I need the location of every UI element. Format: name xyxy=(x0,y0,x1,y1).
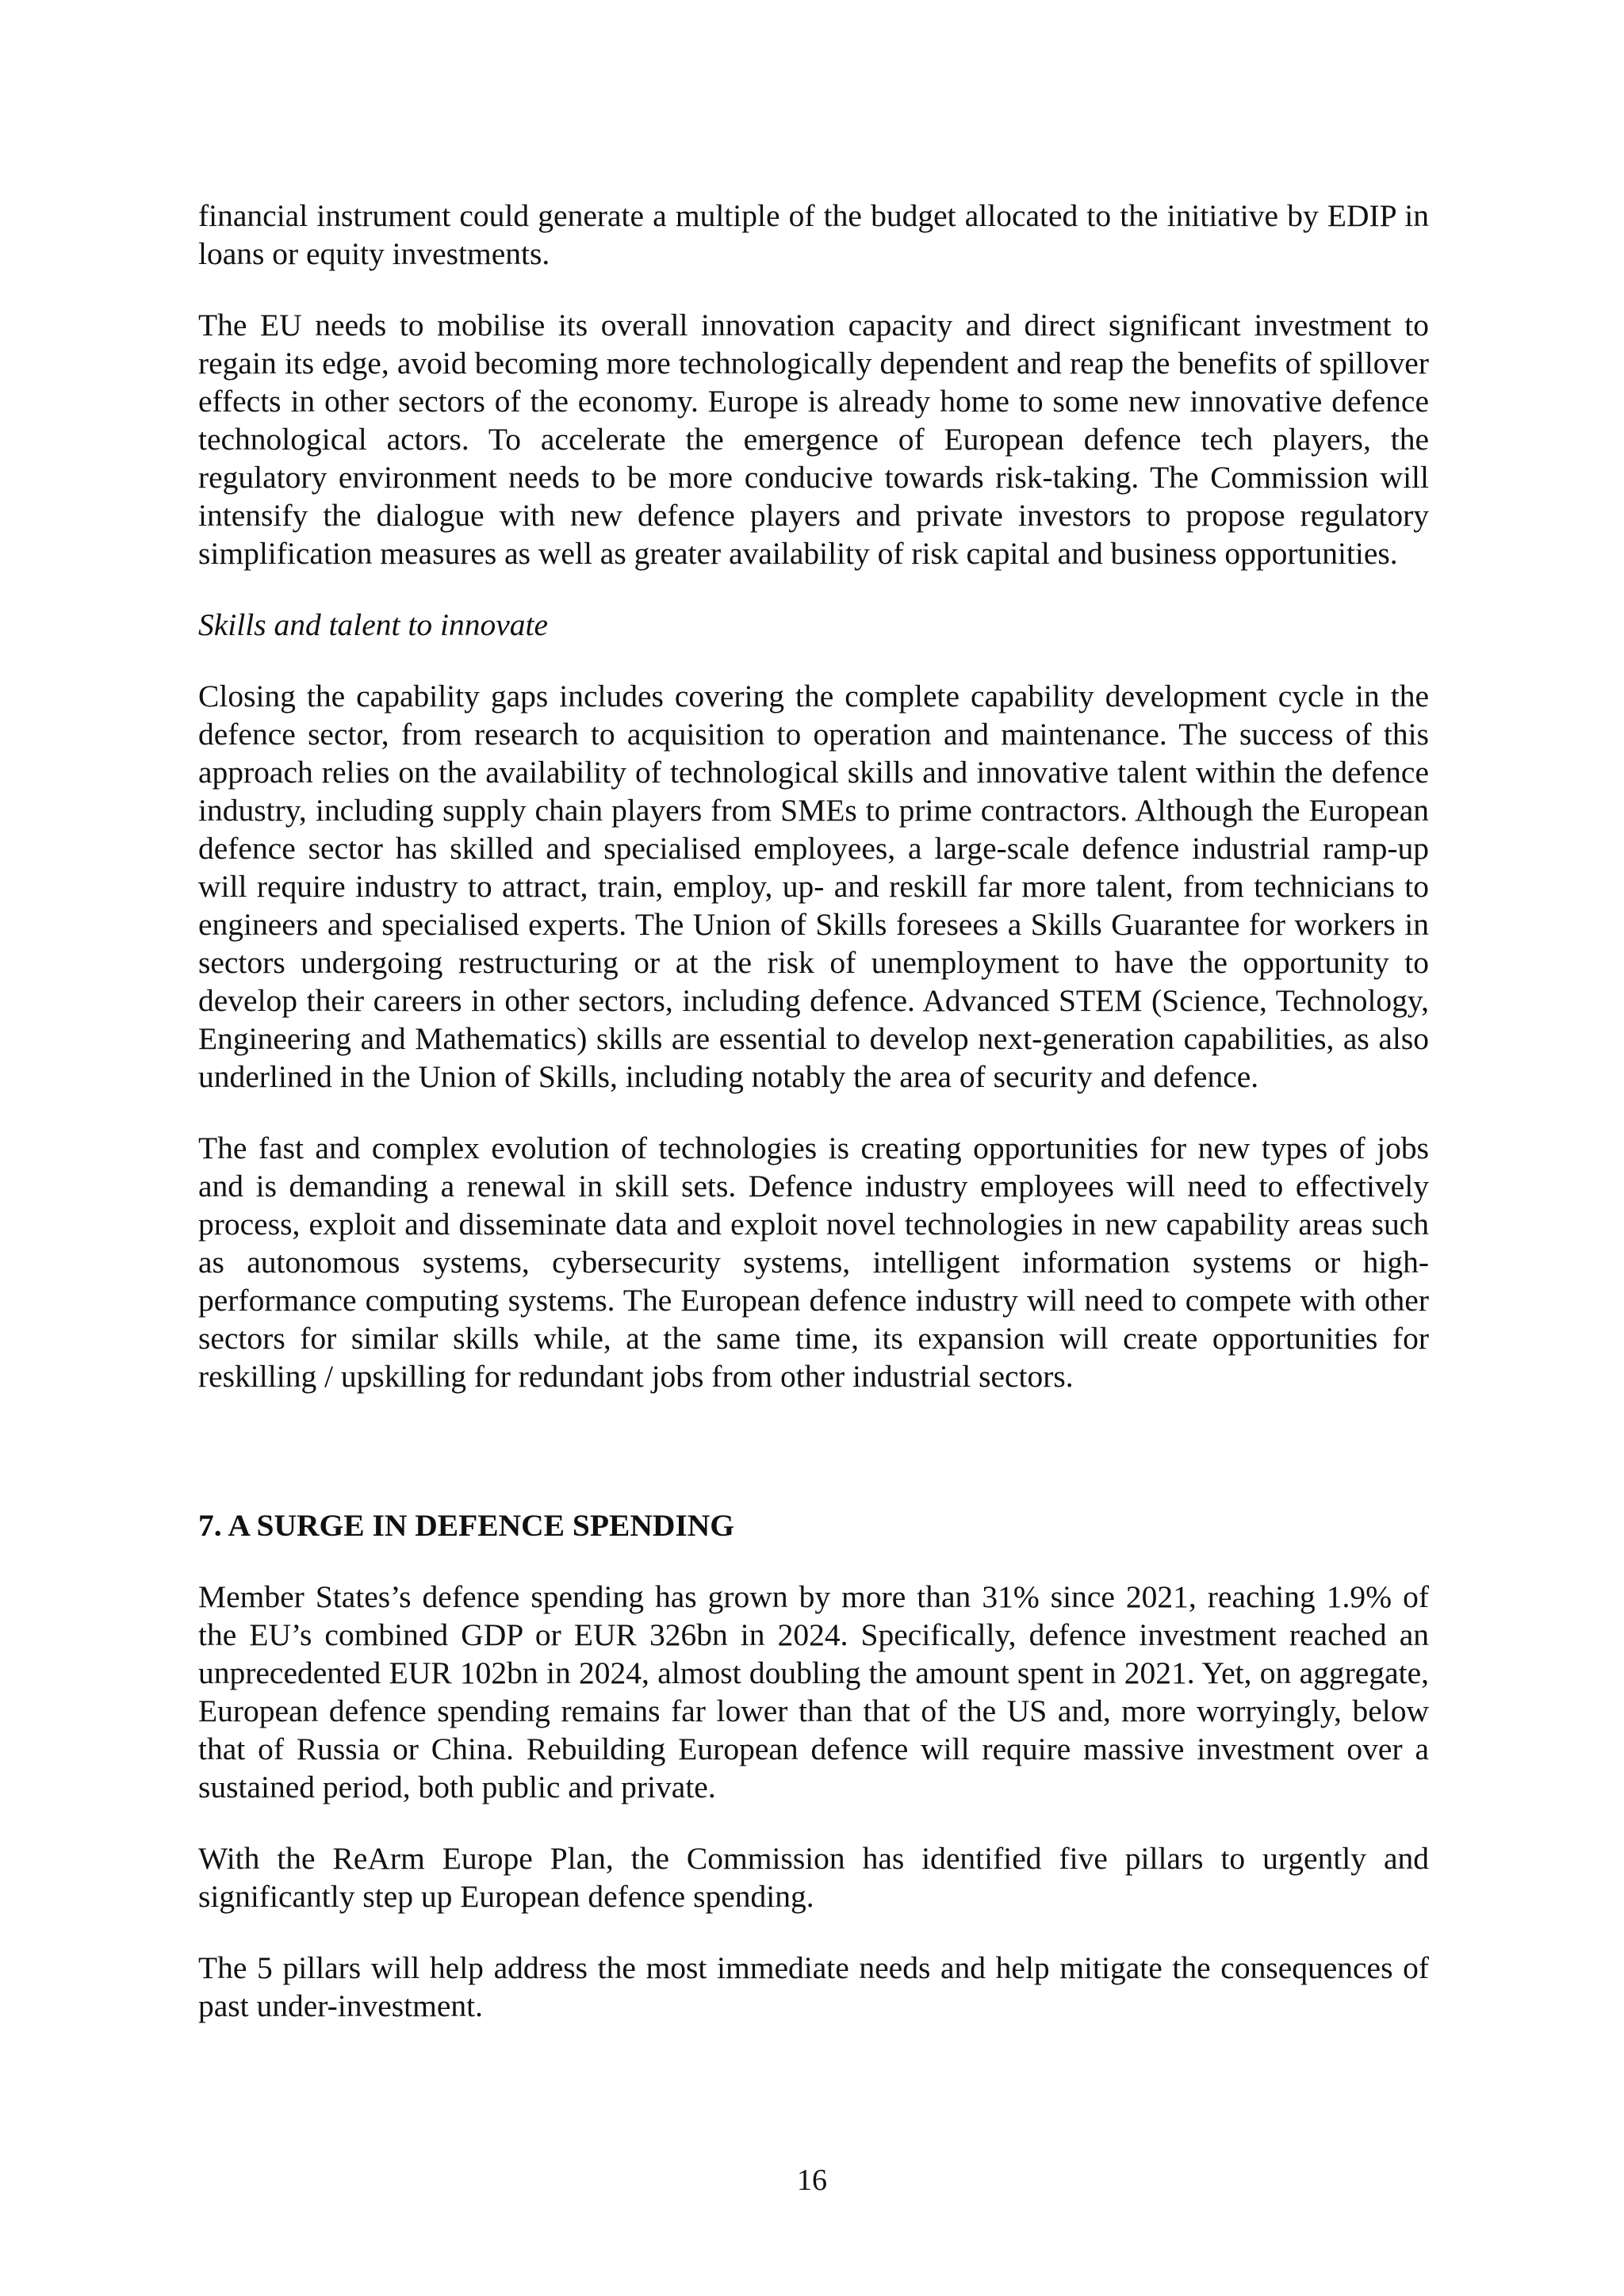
subheading-skills-talent: Skills and talent to innovate xyxy=(198,607,549,642)
paragraph-edip-financial-instrument: financial instrument could generate a multiple of the budget allocated to the initiative by EDIP in loans or equity investments. xyxy=(198,198,1429,271)
paragraph-member-states-spending: Member States’s defence spending has grown by more than 31% since 2021, reaching 1.9% of the EU’s combined GDP or EUR 326bn in 2024. Specifically, defence investment reached an unprecedented EUR 102bn in 2024, almost doubling the amount spent in 2021. Yet, on aggregate, European defence spending remains far lower than that of the US and, more worryingly, below that of Russia or China. Rebuilding European defence will require massive investment over a sustained period, both public and private. xyxy=(198,1579,1429,1804)
page-number: 16 xyxy=(797,2164,827,2197)
paragraph-capability-gaps: Closing the capability gaps includes covering the complete capability development cycle in the defence sector, from research to acquisition to operation and maintenance. The success of this approach relies on the availability of technological skills and innovative talent within the defence industry, including supply chain players from SMEs to prime contractors. Although the European defence sector has skilled and specialised employees, a large-scale defence industrial ramp-up will require industry to attract, train, employ, up- and reskill far more talent, from technicians to engineers and specialised experts. The Union of Skills foresees a Skills Guarantee for workers in sectors undergoing restructuring or at the risk of unemployment to have the opportunity to develop their careers in other sectors, including defence. Advanced STEM (Science, Technology, Engineering and Mathematics) skills are essential to develop next-generation capabilities, as also underlined in the Union of Skills, including notably the area of security and defence. xyxy=(198,679,1429,1094)
paragraph-five-pillars: The 5 pillars will help address the most immediate needs and help mitigate the consequences of past under-investment. xyxy=(198,1950,1429,2023)
document-page xyxy=(198,197,1429,2025)
paragraph-innovation-capacity: The EU needs to mobilise its overall innovation capacity and direct significant investment to regain its edge, avoid becoming more technologically dependent and reap the benefits of spillover effects in other sectors of the economy. Europe is already home to some new innovative defence technological actors. To accelerate the emergence of European defence tech players, the regulatory environment needs to be more conducive towards risk-taking. The Commission will intensify the dialogue with new defence players and private investors to propose regulatory simplification measures as well as greater availability of risk capital and business opportunities. xyxy=(198,308,1429,571)
section-heading-defence-spending: 7. A SURGE IN DEFENCE SPENDING xyxy=(198,1508,735,1543)
paragraph-technology-evolution: The fast and complex evolution of technologies is creating opportunities for new types of jobs and is demanding a renewal in skill sets. Defence industry employees will need to effectively process, exploit and disseminate data and exploit novel technologies in new capability areas such as autonomous systems, cybersecurity systems, intelligent information systems or high-performance computing systems. The European defence industry will need to compete with other sectors for similar skills while, at the same time, its expansion will create opportunities for reskilling / upskilling for redundant jobs from other industrial sectors. xyxy=(198,1131,1429,1394)
paragraph-rearm-europe-plan: With the ReArm Europe Plan, the Commission has identified five pillars to urgently and significantly step up European defence spending. xyxy=(198,1841,1429,1914)
